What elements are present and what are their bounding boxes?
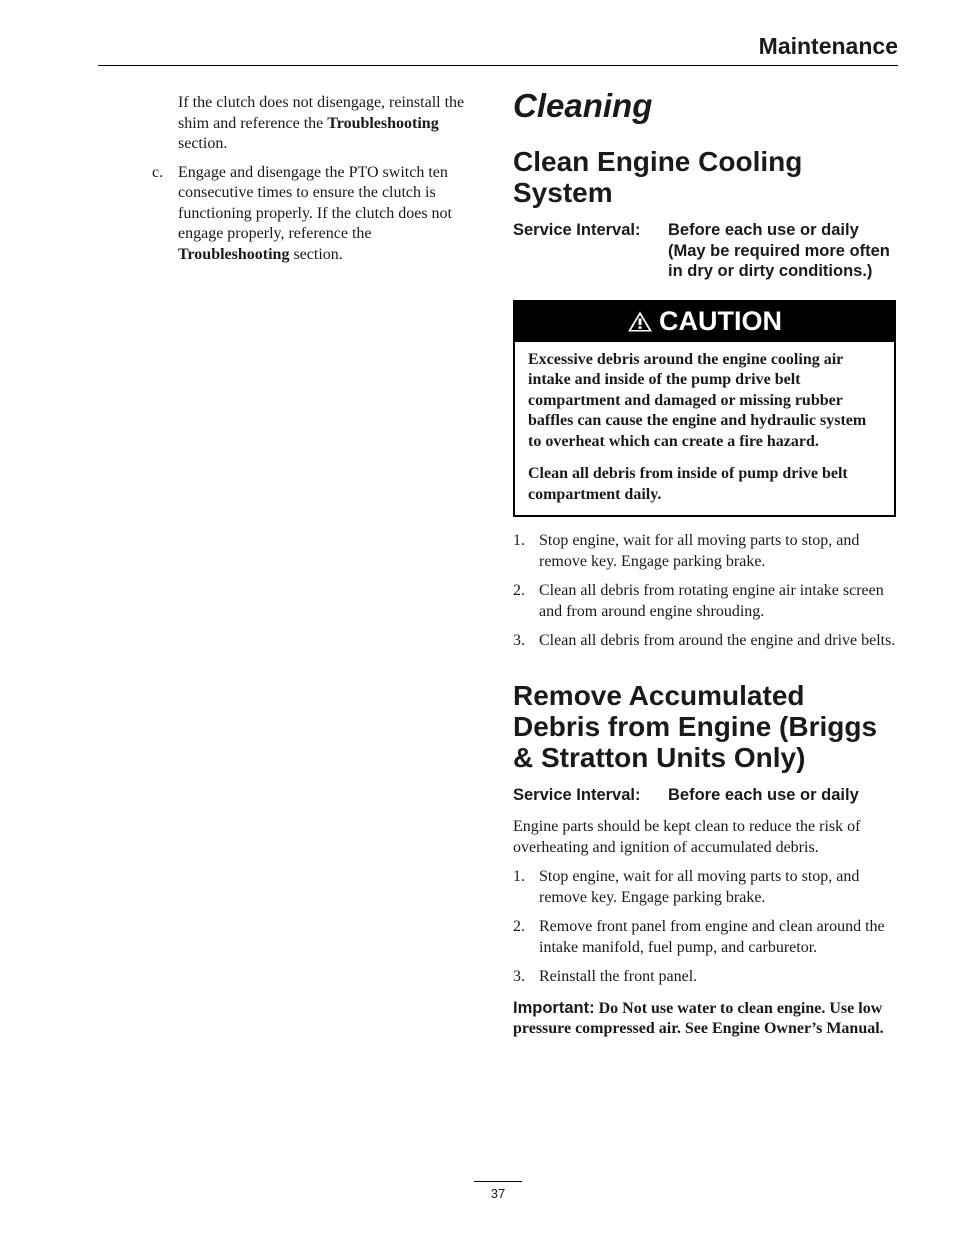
interval-value: Before each use or daily (May be required more often in dry or dirty conditions.) bbox=[668, 221, 890, 280]
cooling-steps bbox=[513, 531, 899, 652]
list-item: 3. Reinstall the front panel. bbox=[513, 968, 698, 985]
page-number-rule bbox=[474, 1181, 522, 1182]
list-item: 3. Clean all debris from around the engine and drive belts. bbox=[513, 632, 896, 649]
list-item: 2. Clean all debris from rotating engine air intake screen and from around engine shrouding. bbox=[513, 582, 884, 620]
list-item: 1. Stop engine, wait for all moving parts to stop, and remove key. Engage parking brake. bbox=[513, 868, 860, 906]
troubleshooting-reference: Troubleshooting bbox=[178, 245, 290, 263]
header-title: Maintenance bbox=[758, 33, 898, 59]
step-c bbox=[146, 163, 482, 266]
warning-icon bbox=[627, 310, 653, 333]
debris-intro: Engine parts should be kept clean to reduce the risk of overheating and ignition of accumulated debris. bbox=[513, 818, 861, 856]
debris-heading: Remove Accumulated Debris from Engine (Briggs & Stratton Units Only) bbox=[513, 679, 878, 773]
important-text: Do Not use water to clean engine. Use low pressure compressed air. See Engine Owner’s Manual. bbox=[513, 999, 884, 1037]
interval-label: Service Interval: bbox=[513, 785, 641, 804]
right-column bbox=[513, 86, 899, 1040]
cooling-service-interval bbox=[513, 220, 899, 282]
step-c-text: Engage and disengage the PTO switch ten consecutive times to ensure the clutch is functioning properly. If the clutch does not engage properly, reference the Troubleshooting section. bbox=[178, 163, 452, 263]
debris-service-interval bbox=[513, 785, 899, 806]
list-item: 1. Stop engine, wait for all moving parts to stop, and remove key. Engage parking brake. bbox=[513, 532, 860, 570]
page-number: 37 bbox=[490, 1186, 506, 1201]
caution-body bbox=[515, 342, 894, 516]
interval-label: Service Interval: bbox=[513, 221, 641, 239]
caution-text-2: Clean all debris from inside of pump drive belt compartment daily. bbox=[528, 465, 848, 503]
step-c-marker: c. bbox=[152, 163, 164, 181]
left-column bbox=[146, 93, 482, 265]
header-rule bbox=[98, 65, 898, 66]
troubleshooting-reference: Troubleshooting bbox=[327, 114, 439, 132]
debris-steps bbox=[513, 867, 899, 988]
important-label: Important: bbox=[513, 998, 595, 1017]
clutch-paragraph: If the clutch does not disengage, reinstall the shim and reference the Troubleshooting section. bbox=[178, 94, 465, 152]
important-note bbox=[513, 998, 899, 1040]
caution-box bbox=[513, 300, 896, 518]
caution-text-1: Excessive debris around the engine cooling air intake and inside of the pump drive belt compartment and damaged or missing rubber baffles can cause the engine and hydraulic system to overheat which can create a fire hazard. bbox=[528, 350, 867, 450]
interval-value: Before each use or daily bbox=[668, 785, 859, 804]
list-item: 2. Remove front panel from engine and clean around the intake manifold, fuel pump, and carburetor. bbox=[513, 918, 885, 956]
section-title: Cleaning bbox=[513, 87, 653, 124]
cooling-heading: Clean Engine Cooling System bbox=[513, 146, 803, 208]
caution-header bbox=[515, 302, 894, 342]
caution-title: CAUTION bbox=[659, 306, 782, 336]
